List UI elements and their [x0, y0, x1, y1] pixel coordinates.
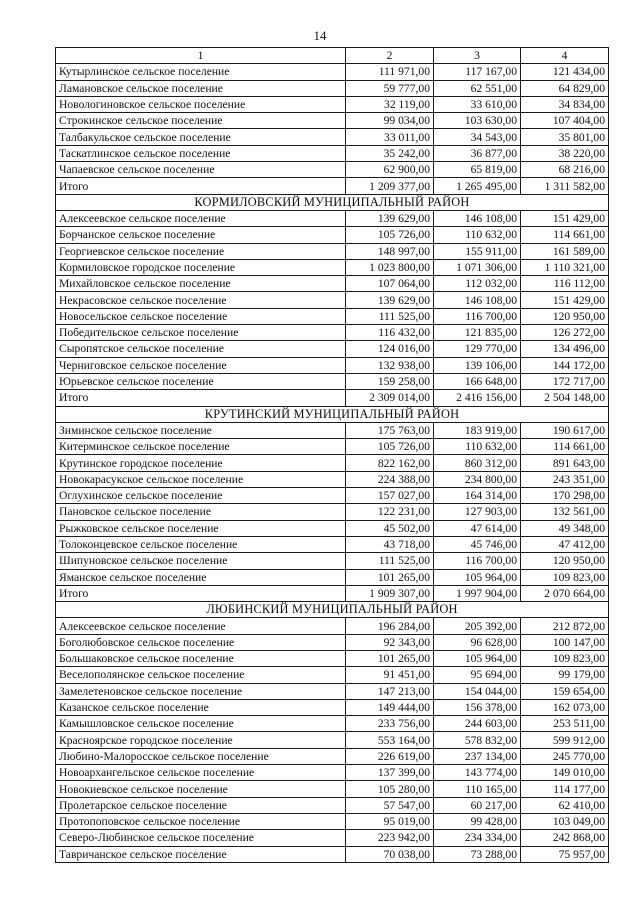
value-col-4: 212 872,00: [521, 618, 609, 634]
value-col-4: 245 770,00: [521, 748, 609, 764]
value-col-3: 166 648,00: [434, 373, 521, 389]
value-col-4: 64 829,00: [521, 80, 609, 96]
value-col-4: 170 298,00: [521, 488, 609, 504]
value-col-4: 126 272,00: [521, 325, 609, 341]
table-row: [56, 455, 609, 471]
settlement-name: Борчанское сельское поселение: [56, 227, 346, 243]
table-row: [56, 210, 609, 226]
value-col-3: 62 551,00: [434, 80, 521, 96]
value-col-4: 253 511,00: [521, 716, 609, 732]
value-col-4: 151 429,00: [521, 210, 609, 226]
value-col-3: 129 770,00: [434, 341, 521, 357]
settlement-name: Замелетеновское сельское поселение: [56, 683, 346, 699]
page-number: 14: [313, 28, 327, 43]
table-row: [56, 145, 609, 161]
table-row: [56, 667, 609, 683]
value-col-4: 2 504 148,00: [521, 390, 609, 406]
value-col-3: 164 314,00: [434, 488, 521, 504]
section-title: ЛЮБИНСКИЙ МУНИЦИПАЛЬНЫЙ РАЙОН: [56, 602, 609, 618]
table-body: [56, 48, 609, 863]
value-col-3: 155 911,00: [434, 243, 521, 259]
table-row: [56, 373, 609, 389]
table-row: [56, 308, 609, 324]
settlement-name: Новосельское сельское поселение: [56, 308, 346, 324]
value-col-4: 68 216,00: [521, 162, 609, 178]
value-col-4: 49 348,00: [521, 520, 609, 536]
value-col-2: 33 011,00: [346, 129, 434, 145]
table-row: [56, 569, 609, 585]
value-col-4: 99 179,00: [521, 667, 609, 683]
value-col-4: 103 049,00: [521, 813, 609, 829]
table-row: [56, 162, 609, 178]
table-row: [56, 781, 609, 797]
table-row: [56, 488, 609, 504]
value-col-2: 92 343,00: [346, 634, 434, 650]
settlement-name: Георгиевское сельское поселение: [56, 243, 346, 259]
settlement-name: Крутинское городское поселение: [56, 455, 346, 471]
value-col-4: 75 957,00: [521, 846, 609, 862]
value-col-3: 117 167,00: [434, 64, 521, 80]
table-row: [56, 765, 609, 781]
value-col-2: 99 034,00: [346, 113, 434, 129]
value-col-2: 107 064,00: [346, 276, 434, 292]
settlement-name: Толоконцевское сельское поселение: [56, 536, 346, 552]
section-header-row: [56, 406, 609, 422]
value-col-3: 234 334,00: [434, 830, 521, 846]
settlement-name: Итого: [56, 585, 346, 601]
settlement-name: Кутырлинское сельское поселение: [56, 64, 346, 80]
value-col-3: 154 044,00: [434, 683, 521, 699]
value-col-4: 151 429,00: [521, 292, 609, 308]
value-col-3: 244 603,00: [434, 716, 521, 732]
value-col-2: 62 900,00: [346, 162, 434, 178]
table-row: [56, 259, 609, 275]
settlement-name: Тавричанское сельское поселение: [56, 846, 346, 862]
value-col-4: 109 823,00: [521, 569, 609, 585]
value-col-3: 103 630,00: [434, 113, 521, 129]
value-col-3: 1 071 306,00: [434, 259, 521, 275]
value-col-2: 101 265,00: [346, 569, 434, 585]
value-col-4: 190 617,00: [521, 422, 609, 438]
settlement-name: Кормиловское городское поселение: [56, 259, 346, 275]
settlement-name: Пановское сельское поселение: [56, 504, 346, 520]
value-col-4: 162 073,00: [521, 699, 609, 715]
table-row: [56, 813, 609, 829]
value-col-3: 234 800,00: [434, 471, 521, 487]
value-col-4: 114 661,00: [521, 439, 609, 455]
value-col-2: 95 019,00: [346, 813, 434, 829]
value-col-3: 1 265 495,00: [434, 178, 521, 194]
settlement-name: Боголюбовское сельское поселение: [56, 634, 346, 650]
value-col-2: 1 209 377,00: [346, 178, 434, 194]
value-col-3: 237 134,00: [434, 748, 521, 764]
value-col-3: 110 632,00: [434, 227, 521, 243]
settlement-name: Юрьевское сельское поселение: [56, 373, 346, 389]
value-col-3: 96 628,00: [434, 634, 521, 650]
value-col-4: 114 661,00: [521, 227, 609, 243]
value-col-3: 34 543,00: [434, 129, 521, 145]
value-col-2: 148 997,00: [346, 243, 434, 259]
table-row: [56, 536, 609, 552]
settlement-name: Любино-Малоросское сельское поселение: [56, 748, 346, 764]
value-col-2: 175 763,00: [346, 422, 434, 438]
value-col-2: 111 525,00: [346, 553, 434, 569]
settlement-name: Оглухинское сельское поселение: [56, 488, 346, 504]
value-col-2: 139 629,00: [346, 210, 434, 226]
settlement-name: Шипуновское сельское поселение: [56, 553, 346, 569]
value-col-3: 36 877,00: [434, 145, 521, 161]
settlement-name: Итого: [56, 390, 346, 406]
settlement-name: Талбакульское сельское поселение: [56, 129, 346, 145]
value-col-3: 47 614,00: [434, 520, 521, 536]
value-col-3: 205 392,00: [434, 618, 521, 634]
value-col-2: 223 942,00: [346, 830, 434, 846]
value-col-3: 2 416 156,00: [434, 390, 521, 406]
table-row: [56, 325, 609, 341]
settlement-name: Новологиновское сельское поселение: [56, 96, 346, 112]
value-col-2: 111 525,00: [346, 308, 434, 324]
value-col-3: 105 964,00: [434, 569, 521, 585]
table-row: [56, 80, 609, 96]
table-row: [56, 129, 609, 145]
value-col-2: 159 258,00: [346, 373, 434, 389]
value-col-2: 45 502,00: [346, 520, 434, 536]
value-col-2: 139 629,00: [346, 292, 434, 308]
value-col-4: 242 868,00: [521, 830, 609, 846]
column-number-row: [56, 48, 609, 64]
value-col-3: 95 694,00: [434, 667, 521, 683]
table-row: [56, 797, 609, 813]
settlement-name: Строкинское сельское поселение: [56, 113, 346, 129]
value-col-3: 143 774,00: [434, 765, 521, 781]
column-number-cell: 3: [434, 48, 521, 64]
table-row: [56, 227, 609, 243]
total-row: [56, 390, 609, 406]
value-col-3: 99 428,00: [434, 813, 521, 829]
settlement-name: Яманское сельское поселение: [56, 569, 346, 585]
settlement-name: Итого: [56, 178, 346, 194]
value-col-2: 1 909 307,00: [346, 585, 434, 601]
value-col-4: 1 110 321,00: [521, 259, 609, 275]
table-row: [56, 292, 609, 308]
value-col-4: 144 172,00: [521, 357, 609, 373]
settlement-name: Пролетарское сельское поселение: [56, 797, 346, 813]
value-col-4: 134 496,00: [521, 341, 609, 357]
settlement-name: Новокиевское сельское поселение: [56, 781, 346, 797]
value-col-2: 101 265,00: [346, 650, 434, 666]
value-col-3: 33 610,00: [434, 96, 521, 112]
value-col-3: 146 108,00: [434, 292, 521, 308]
settlement-name: Новокарасукское сельское поселение: [56, 471, 346, 487]
value-col-4: 243 351,00: [521, 471, 609, 487]
total-row: [56, 585, 609, 601]
table-row: [56, 683, 609, 699]
value-col-4: 120 950,00: [521, 553, 609, 569]
value-col-2: 224 388,00: [346, 471, 434, 487]
table-row: [56, 439, 609, 455]
table-row: [56, 341, 609, 357]
section-header-row: [56, 194, 609, 210]
settlement-name: Северо-Любинское сельское поселение: [56, 830, 346, 846]
settlement-name: Красноярское городское поселение: [56, 732, 346, 748]
table-row: [56, 716, 609, 732]
value-col-3: 146 108,00: [434, 210, 521, 226]
value-col-3: 116 700,00: [434, 553, 521, 569]
table-row: [56, 830, 609, 846]
value-col-2: 59 777,00: [346, 80, 434, 96]
value-col-2: 122 231,00: [346, 504, 434, 520]
settlement-name: Камышловское сельское поселение: [56, 716, 346, 732]
value-col-3: 121 835,00: [434, 325, 521, 341]
value-col-2: 196 284,00: [346, 618, 434, 634]
value-col-4: 132 561,00: [521, 504, 609, 520]
table-row: [56, 243, 609, 259]
settlement-name: Протопоповское сельское поселение: [56, 813, 346, 829]
value-col-4: 161 589,00: [521, 243, 609, 259]
table-row: [56, 634, 609, 650]
value-col-2: 2 309 014,00: [346, 390, 434, 406]
table-row: [56, 357, 609, 373]
value-col-4: 38 220,00: [521, 145, 609, 161]
column-number-cell: 4: [521, 48, 609, 64]
value-col-4: 121 434,00: [521, 64, 609, 80]
value-col-3: 110 165,00: [434, 781, 521, 797]
value-col-4: 100 147,00: [521, 634, 609, 650]
settlement-name: Казанское сельское поселение: [56, 699, 346, 715]
table-row: [56, 846, 609, 862]
settlement-name: Сыропятское сельское поселение: [56, 341, 346, 357]
budget-table: [55, 47, 609, 863]
table-row: [56, 732, 609, 748]
value-col-4: 47 412,00: [521, 536, 609, 552]
value-col-4: 107 404,00: [521, 113, 609, 129]
section-title: КОРМИЛОВСКИЙ МУНИЦИПАЛЬНЫЙ РАЙОН: [56, 194, 609, 210]
value-col-3: 116 700,00: [434, 308, 521, 324]
value-col-3: 45 746,00: [434, 536, 521, 552]
table-row: [56, 64, 609, 80]
settlement-name: Ламановское сельское поселение: [56, 80, 346, 96]
value-col-4: 172 717,00: [521, 373, 609, 389]
value-col-3: 127 903,00: [434, 504, 521, 520]
table-row: [56, 699, 609, 715]
value-col-2: 91 451,00: [346, 667, 434, 683]
section-title: КРУТИНСКИЙ МУНИЦИПАЛЬНЫЙ РАЙОН: [56, 406, 609, 422]
settlement-name: Алексеевское сельское поселение: [56, 618, 346, 634]
value-col-3: 1 997 904,00: [434, 585, 521, 601]
table-row: [56, 504, 609, 520]
value-col-2: 43 718,00: [346, 536, 434, 552]
settlement-name: Новоархангельское сельское поселение: [56, 765, 346, 781]
settlement-name: Чапаевское сельское поселение: [56, 162, 346, 178]
settlement-name: Китерминское сельское поселение: [56, 439, 346, 455]
table-row: [56, 650, 609, 666]
settlement-name: Алексеевское сельское поселение: [56, 210, 346, 226]
value-col-3: 110 632,00: [434, 439, 521, 455]
value-col-2: 226 619,00: [346, 748, 434, 764]
column-number-cell: 2: [346, 48, 434, 64]
total-row: [56, 178, 609, 194]
value-col-2: 124 016,00: [346, 341, 434, 357]
value-col-4: 599 912,00: [521, 732, 609, 748]
value-col-2: 149 444,00: [346, 699, 434, 715]
column-number-cell: 1: [56, 48, 346, 64]
value-col-4: 891 643,00: [521, 455, 609, 471]
settlement-name: Большаковское сельское поселение: [56, 650, 346, 666]
settlement-name: Некрасовское сельское поселение: [56, 292, 346, 308]
value-col-3: 139 106,00: [434, 357, 521, 373]
value-col-2: 111 971,00: [346, 64, 434, 80]
settlement-name: Рыжковское сельское поселение: [56, 520, 346, 536]
value-col-4: 2 070 664,00: [521, 585, 609, 601]
table-row: [56, 471, 609, 487]
value-col-3: 65 819,00: [434, 162, 521, 178]
value-col-3: 73 288,00: [434, 846, 521, 862]
value-col-4: 159 654,00: [521, 683, 609, 699]
value-col-2: 1 023 800,00: [346, 259, 434, 275]
section-header-row: [56, 602, 609, 618]
value-col-2: 105 726,00: [346, 439, 434, 455]
settlement-name: Таскатлинское сельское поселение: [56, 145, 346, 161]
settlement-name: Зиминское сельское поселение: [56, 422, 346, 438]
value-col-2: 35 242,00: [346, 145, 434, 161]
settlement-name: Черниговское сельское поселение: [56, 357, 346, 373]
table-row: [56, 422, 609, 438]
table-row: [56, 520, 609, 536]
value-col-2: 116 432,00: [346, 325, 434, 341]
table-row: [56, 748, 609, 764]
value-col-3: 183 919,00: [434, 422, 521, 438]
value-col-4: 62 410,00: [521, 797, 609, 813]
value-col-4: 120 950,00: [521, 308, 609, 324]
settlement-name: Веселополянское сельское поселение: [56, 667, 346, 683]
table-row: [56, 276, 609, 292]
value-col-2: 105 726,00: [346, 227, 434, 243]
value-col-2: 57 547,00: [346, 797, 434, 813]
value-col-4: 114 177,00: [521, 781, 609, 797]
value-col-2: 553 164,00: [346, 732, 434, 748]
value-col-2: 132 938,00: [346, 357, 434, 373]
value-col-4: 109 823,00: [521, 650, 609, 666]
value-col-2: 157 027,00: [346, 488, 434, 504]
value-col-2: 105 280,00: [346, 781, 434, 797]
value-col-4: 116 112,00: [521, 276, 609, 292]
table-row: [56, 618, 609, 634]
value-col-3: 156 378,00: [434, 699, 521, 715]
settlement-name: Победительское сельское поселение: [56, 325, 346, 341]
value-col-3: 112 032,00: [434, 276, 521, 292]
table-row: [56, 96, 609, 112]
table-row: [56, 113, 609, 129]
value-col-2: 32 119,00: [346, 96, 434, 112]
settlement-name: Михайловское сельское поселение: [56, 276, 346, 292]
value-col-3: 60 217,00: [434, 797, 521, 813]
value-col-4: 149 010,00: [521, 765, 609, 781]
value-col-2: 137 399,00: [346, 765, 434, 781]
value-col-2: 822 162,00: [346, 455, 434, 471]
value-col-4: 1 311 582,00: [521, 178, 609, 194]
value-col-3: 578 832,00: [434, 732, 521, 748]
value-col-2: 70 038,00: [346, 846, 434, 862]
table-row: [56, 553, 609, 569]
value-col-4: 35 801,00: [521, 129, 609, 145]
value-col-2: 233 756,00: [346, 716, 434, 732]
value-col-4: 34 834,00: [521, 96, 609, 112]
value-col-2: 147 213,00: [346, 683, 434, 699]
value-col-3: 105 964,00: [434, 650, 521, 666]
value-col-3: 860 312,00: [434, 455, 521, 471]
